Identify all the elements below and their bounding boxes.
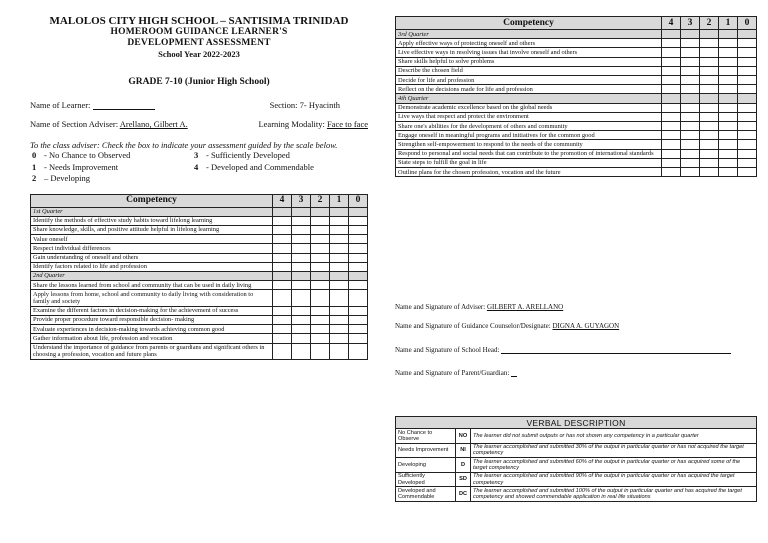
rating-checkbox-4[interactable] <box>273 306 292 315</box>
competency-text: Identify factors related to life and profession <box>31 262 273 271</box>
rating-checkbox-2[interactable] <box>700 103 719 112</box>
rating-checkbox-2[interactable] <box>700 158 719 167</box>
scale-num: 3 <box>194 150 199 160</box>
verbal-term: Sufficiently Developed <box>396 472 456 487</box>
verbal-row <box>396 487 757 502</box>
rating-checkbox-3[interactable] <box>292 315 311 324</box>
competency-rows-left <box>31 207 368 359</box>
modality-value: Face to face <box>326 119 368 129</box>
rating-checkbox-1[interactable] <box>719 112 738 121</box>
rating-checkbox-4[interactable] <box>662 158 681 167</box>
table-row <box>396 131 757 140</box>
rating-checkbox-0[interactable] <box>349 216 368 225</box>
rating-header-1: 1 <box>330 194 349 207</box>
rating-checkbox-0[interactable] <box>738 131 757 140</box>
rating-checkbox-4[interactable] <box>273 216 292 225</box>
rating-checkbox-1[interactable] <box>719 131 738 140</box>
rating-checkbox-4[interactable] <box>273 244 292 253</box>
rating-checkbox-0[interactable] <box>738 158 757 167</box>
scale-num: 4 <box>194 161 199 172</box>
sig-parent-line[interactable] <box>511 369 517 377</box>
competency-text: Understand the importance of guidance from parents or guardians and significant others in choosing a profession, vocation and future plans <box>31 343 273 359</box>
rating-checkbox-0[interactable] <box>738 57 757 66</box>
learner-row <box>30 100 368 110</box>
rating-checkbox-4[interactable] <box>273 262 292 271</box>
rating-checkbox-0[interactable] <box>349 334 368 343</box>
rating-checkbox-1[interactable] <box>330 281 349 290</box>
rating-checkbox-4[interactable] <box>662 168 681 177</box>
scale-num: 2 <box>32 173 37 183</box>
rating-checkbox-4[interactable] <box>273 253 292 262</box>
rating-checkbox-0[interactable] <box>738 76 757 85</box>
rating-checkbox-4[interactable] <box>273 235 292 244</box>
rating-header-1: 1 <box>719 17 738 30</box>
rating-checkbox-4[interactable] <box>662 76 681 85</box>
rating-checkbox-4[interactable] <box>662 122 681 131</box>
rating-header-4: 4 <box>273 194 292 207</box>
form-header <box>30 16 368 60</box>
rating-checkbox-0[interactable] <box>349 281 368 290</box>
learner-field[interactable] <box>30 100 155 110</box>
rating-checkbox-2[interactable] <box>700 140 719 149</box>
quarter-row <box>396 30 757 39</box>
rating-checkbox-3[interactable] <box>681 66 700 75</box>
rating-checkbox-0[interactable] <box>738 122 757 131</box>
table-row <box>31 244 368 253</box>
learner-label: Name of Learner: <box>30 100 91 110</box>
rating-checkbox-4[interactable] <box>662 103 681 112</box>
rating-checkbox-1[interactable] <box>719 57 738 66</box>
table-row <box>396 168 757 177</box>
rating-checkbox-3[interactable] <box>681 140 700 149</box>
table-row <box>396 66 757 75</box>
table-row <box>31 306 368 315</box>
rating-checkbox-4[interactable] <box>273 343 292 359</box>
sig-counselor-name: DIGNA A. GUYAGON <box>552 322 620 330</box>
rating-checkbox-0[interactable] <box>349 315 368 324</box>
rating-checkbox-2[interactable] <box>700 131 719 140</box>
table-row <box>31 262 368 271</box>
rating-checkbox-3[interactable] <box>681 76 700 85</box>
rating-checkbox-3[interactable] <box>292 253 311 262</box>
rating-checkbox-4[interactable] <box>273 315 292 324</box>
verbal-code: DC <box>456 487 471 502</box>
rating-checkbox-1[interactable] <box>330 306 349 315</box>
rating-checkbox-2[interactable] <box>700 168 719 177</box>
learner-blank[interactable] <box>93 101 155 110</box>
section-info: Section: 7- Hyacinth <box>269 100 340 110</box>
rating-checkbox-0[interactable] <box>738 103 757 112</box>
table-row <box>396 85 757 94</box>
verbal-term: Developing <box>396 458 456 473</box>
competency-rows-right <box>396 30 757 177</box>
rating-checkbox-2[interactable] <box>311 334 330 343</box>
scale-text: - Developed and Commendable <box>206 161 314 172</box>
rating-checkbox-4[interactable] <box>273 334 292 343</box>
rating-checkbox-2[interactable] <box>700 39 719 48</box>
rating-checkbox-0[interactable] <box>738 48 757 57</box>
counselor-signature <box>395 322 619 330</box>
rating-checkbox-3[interactable] <box>681 158 700 167</box>
table-header-row <box>31 194 368 207</box>
rating-checkbox-2[interactable] <box>700 76 719 85</box>
quarter-label: 4th Quarter <box>396 94 662 103</box>
competency-text: State steps to fulfill the goal in life <box>396 158 662 167</box>
competency-text: Engage oneself in meaningful programs and initiatives for the common good <box>396 131 662 140</box>
rating-checkbox-0[interactable] <box>738 66 757 75</box>
competency-text: Outline plans for the chosen profession, vocation and the future <box>396 168 662 177</box>
adviser-label: Name of Section Adviser: <box>30 119 119 129</box>
rating-checkbox-3[interactable] <box>292 306 311 315</box>
competency-text: Provide proper procedure toward responsible decision- making <box>31 315 273 324</box>
rating-checkbox-4[interactable] <box>662 39 681 48</box>
rating-checkbox-0[interactable] <box>349 290 368 306</box>
rating-checkbox-1[interactable] <box>719 66 738 75</box>
rating-checkbox-1[interactable] <box>719 103 738 112</box>
table-row <box>31 225 368 234</box>
verbal-row <box>396 429 757 444</box>
rating-checkbox-2[interactable] <box>311 253 330 262</box>
rating-checkbox-1[interactable] <box>719 39 738 48</box>
scale-text: - Sufficiently Developed <box>206 150 290 160</box>
quarter-row <box>31 271 368 280</box>
rating-checkbox-1[interactable] <box>719 48 738 57</box>
grade-level: GRADE 7-10 (Junior High School) <box>128 77 270 87</box>
verbal-code: D <box>456 458 471 473</box>
table-header-row <box>396 17 757 30</box>
rating-checkbox-3[interactable] <box>681 122 700 131</box>
rating-checkbox-3[interactable] <box>292 281 311 290</box>
rating-checkbox-1[interactable] <box>719 122 738 131</box>
verbal-desc: The learner accomplished and submitted 60% of the output in particular quarter or has acquired some of the target competency <box>471 458 757 473</box>
verbal-description-table <box>395 416 757 502</box>
rating-checkbox-2[interactable] <box>700 112 719 121</box>
sig-head-label: Name and Signature of School Head: <box>395 346 500 354</box>
scale-text: - Needs Improvement <box>44 161 119 172</box>
rating-header-0: 0 <box>349 194 368 207</box>
rating-checkbox-4[interactable] <box>273 290 292 306</box>
rating-checkbox-1[interactable] <box>330 253 349 262</box>
competency-text: Apply effective ways of protecting oneself and others <box>396 39 662 48</box>
rating-checkbox-1[interactable] <box>719 76 738 85</box>
rating-checkbox-3[interactable] <box>681 131 700 140</box>
verbal-description-title: VERBAL DESCRIPTION <box>396 417 757 429</box>
rating-checkbox-0[interactable] <box>738 85 757 94</box>
rating-checkbox-1[interactable] <box>330 343 349 359</box>
rating-checkbox-1[interactable] <box>719 158 738 167</box>
competency-text: Share one's abilities for the development of others and community <box>396 122 662 131</box>
rating-checkbox-4[interactable] <box>662 112 681 121</box>
rating-checkbox-0[interactable] <box>738 39 757 48</box>
rating-checkbox-3[interactable] <box>292 325 311 334</box>
rating-checkbox-2[interactable] <box>311 343 330 359</box>
competency-text: Examine the different factors in decision-making for the achievement of success <box>31 306 273 315</box>
verbal-description <box>395 416 757 502</box>
competency-text: Reflect on the decisions made for life and profession <box>396 85 662 94</box>
rating-checkbox-4[interactable] <box>662 85 681 94</box>
quarter-label: 2nd Quarter <box>31 271 273 280</box>
rating-checkbox-0[interactable] <box>738 140 757 149</box>
rating-checkbox-3[interactable] <box>681 48 700 57</box>
competency-table-left <box>30 194 368 360</box>
rating-checkbox-4[interactable] <box>273 325 292 334</box>
competency-text: Respect individual differences <box>31 244 273 253</box>
scale-num: 1 <box>32 161 37 172</box>
verbal-code: SD <box>456 472 471 487</box>
rating-checkbox-2[interactable] <box>311 225 330 234</box>
rating-checkbox-0[interactable] <box>349 244 368 253</box>
parent-signature <box>395 369 517 377</box>
competency-text: Identify the methods of effective study habits toward lifelong learning <box>31 216 273 225</box>
scale-num: 0 <box>32 150 37 160</box>
rating-checkbox-1[interactable] <box>330 225 349 234</box>
rating-checkbox-2[interactable] <box>311 281 330 290</box>
scale-text: – Developing <box>44 173 91 183</box>
verbal-desc: The learner accomplished and submitted 90% of the output in particular quarter or has acquired the target competency <box>471 472 757 487</box>
rating-header-4: 4 <box>662 17 681 30</box>
modality-label: Learning Modality: <box>258 119 325 129</box>
rating-checkbox-2[interactable] <box>700 48 719 57</box>
rating-checkbox-0[interactable] <box>349 235 368 244</box>
table-row <box>396 140 757 149</box>
rating-checkbox-1[interactable] <box>330 315 349 324</box>
rating-checkbox-3[interactable] <box>681 85 700 94</box>
form-title: HOMEROOM GUIDANCE LEARNER'S <box>110 27 288 37</box>
quarter-row <box>396 94 757 103</box>
table-row <box>396 39 757 48</box>
rating-checkbox-1[interactable] <box>330 325 349 334</box>
table-row <box>396 76 757 85</box>
table-row <box>31 325 368 334</box>
left-page <box>30 16 368 360</box>
right-page <box>395 16 757 501</box>
rating-checkbox-0[interactable] <box>738 112 757 121</box>
rating-checkbox-3[interactable] <box>681 103 700 112</box>
competency-text: Share the lessons learned from school and community that can be used in daily living <box>31 281 273 290</box>
table-row <box>396 57 757 66</box>
rating-checkbox-1[interactable] <box>330 290 349 306</box>
table-row <box>396 158 757 167</box>
instructions: To the class adviser: Check the box to indicate your assessment guided by the scale below. <box>30 140 338 150</box>
rating-checkbox-2[interactable] <box>311 216 330 225</box>
rating-checkbox-1[interactable] <box>330 244 349 253</box>
rating-checkbox-2[interactable] <box>311 315 330 324</box>
rating-checkbox-4[interactable] <box>273 281 292 290</box>
table-row <box>31 315 368 324</box>
rating-checkbox-0[interactable] <box>738 149 757 158</box>
competency-text: Evaluate experiences in decision-making towards achieving common good <box>31 325 273 334</box>
rating-checkbox-2[interactable] <box>700 149 719 158</box>
school-year: School Year 2022-2023 <box>158 49 240 59</box>
competency-text: Gain understanding of oneself and others <box>31 253 273 262</box>
rating-checkbox-0[interactable] <box>349 306 368 315</box>
verbal-desc: The learner accomplished and submitted 100% of the output in particular quarter and has acquired the target competency and showed commendable application in real life situations <box>471 487 757 502</box>
rating-checkbox-2[interactable] <box>311 325 330 334</box>
table-row <box>31 334 368 343</box>
competency-text: Share knowledge, skills, and positive attitude helpful in lifelong learning <box>31 225 273 234</box>
rating-checkbox-1[interactable] <box>719 85 738 94</box>
rating-checkbox-2[interactable] <box>700 57 719 66</box>
verbal-code: NI <box>456 443 471 458</box>
competency-table-right <box>395 16 757 177</box>
competency-text: Describe the chosen field <box>396 66 662 75</box>
head-signature <box>395 346 731 354</box>
rating-checkbox-0[interactable] <box>738 168 757 177</box>
table-row <box>396 103 757 112</box>
verbal-desc: The learner accomplished and submitted 30% of the output in particular quarter or has not acquired the target competency <box>471 443 757 458</box>
rating-checkbox-3[interactable] <box>292 235 311 244</box>
rating-checkbox-2[interactable] <box>700 85 719 94</box>
competency-header: Competency <box>31 194 273 207</box>
rating-checkbox-4[interactable] <box>662 149 681 158</box>
table-row <box>31 290 368 306</box>
verbal-row <box>396 472 757 487</box>
rating-checkbox-2[interactable] <box>700 66 719 75</box>
rating-checkbox-1[interactable] <box>330 216 349 225</box>
competency-text: Apply lessons from home, school and community to daily living with consideration to family and society <box>31 290 273 306</box>
rating-checkbox-4[interactable] <box>662 140 681 149</box>
rating-checkbox-3[interactable] <box>292 290 311 306</box>
competency-text: Live ways that respect and protect the environment <box>396 112 662 121</box>
table-row <box>396 48 757 57</box>
rating-checkbox-3[interactable] <box>292 343 311 359</box>
table-row <box>31 253 368 262</box>
table-row <box>31 343 368 359</box>
rating-header-2: 2 <box>700 17 719 30</box>
rating-checkbox-3[interactable] <box>292 216 311 225</box>
quarter-row <box>31 207 368 216</box>
rating-checkbox-4[interactable] <box>662 66 681 75</box>
adviser-row <box>30 119 368 129</box>
rating-checkbox-3[interactable] <box>681 149 700 158</box>
table-row <box>31 281 368 290</box>
school-name: MALOLOS CITY HIGH SCHOOL – SANTISIMA TRINIDAD <box>49 15 349 27</box>
competency-header: Competency <box>396 17 662 30</box>
table-row <box>396 149 757 158</box>
rating-checkbox-3[interactable] <box>681 57 700 66</box>
sig-parent-label: Name and Signature of Parent/Guardian: <box>395 369 510 377</box>
competency-text: Strengthen self-empowerment to respond to the needs of the community <box>396 140 662 149</box>
rating-checkbox-0[interactable] <box>349 325 368 334</box>
verbal-term: Needs Improvement <box>396 443 456 458</box>
verbal-desc: The learner did not submit outputs or has not shown any competency in a particular quarter <box>471 429 757 444</box>
rating-checkbox-3[interactable] <box>292 262 311 271</box>
sig-adviser-name: GILBERT A. ARELLANO <box>486 303 564 311</box>
rating-checkbox-0[interactable] <box>349 343 368 359</box>
sig-adviser-label: Name and Signature of Adviser: <box>395 303 486 311</box>
rating-checkbox-2[interactable] <box>700 122 719 131</box>
rating-checkbox-1[interactable] <box>719 149 738 158</box>
rating-checkbox-1[interactable] <box>719 140 738 149</box>
verbal-code: NO <box>456 429 471 444</box>
rating-header-2: 2 <box>311 194 330 207</box>
rating-checkbox-3[interactable] <box>681 39 700 48</box>
rating-checkbox-3[interactable] <box>292 225 311 234</box>
adviser-name: Arellano, Gilbert A. <box>119 119 188 129</box>
quarter-label: 1st Quarter <box>31 207 273 216</box>
table-row <box>396 122 757 131</box>
rating-checkbox-2[interactable] <box>311 244 330 253</box>
sig-counselor-label: Name and Signature of Guidance Counselor/Designate: <box>395 322 551 330</box>
rating-checkbox-1[interactable] <box>330 334 349 343</box>
adviser-signature <box>395 303 563 311</box>
rating-checkbox-4[interactable] <box>662 48 681 57</box>
rating-header-3: 3 <box>681 17 700 30</box>
verbal-term: No Chance to Observe <box>396 429 456 444</box>
rating-checkbox-0[interactable] <box>349 262 368 271</box>
competency-text: Gather information about life, profession and vocation <box>31 334 273 343</box>
form-subtitle: DEVELOPMENT ASSESSMENT <box>127 38 271 48</box>
table-row <box>31 216 368 225</box>
rating-scale <box>32 150 368 185</box>
table-row <box>31 235 368 244</box>
competency-text: Decide for life and profession <box>396 76 662 85</box>
rating-header-0: 0 <box>738 17 757 30</box>
rating-checkbox-2[interactable] <box>311 235 330 244</box>
rating-header-3: 3 <box>292 194 311 207</box>
sig-head-line[interactable] <box>501 346 731 354</box>
verbal-row <box>396 458 757 473</box>
rating-checkbox-0[interactable] <box>349 225 368 234</box>
rating-checkbox-0[interactable] <box>349 253 368 262</box>
competency-text: Demonstrate academic excellence based on the global needs <box>396 103 662 112</box>
quarter-label: 3rd Quarter <box>396 30 662 39</box>
rating-checkbox-2[interactable] <box>311 290 330 306</box>
rating-checkbox-3[interactable] <box>681 168 700 177</box>
competency-text: Respond to personal and social needs that can contribute to the promotion of international standards <box>396 149 662 158</box>
scale-text: - No Chance to Observed <box>44 150 131 160</box>
table-row <box>396 112 757 121</box>
rating-checkbox-2[interactable] <box>311 262 330 271</box>
rating-checkbox-4[interactable] <box>662 57 681 66</box>
rating-checkbox-1[interactable] <box>330 262 349 271</box>
rating-checkbox-4[interactable] <box>662 131 681 140</box>
rating-checkbox-1[interactable] <box>330 235 349 244</box>
rating-checkbox-2[interactable] <box>311 306 330 315</box>
rating-checkbox-3[interactable] <box>292 334 311 343</box>
verbal-term: Developed and Commendable <box>396 487 456 502</box>
competency-text: Value oneself <box>31 235 273 244</box>
competency-text: Live effective ways in resolving issues that involve oneself and others <box>396 48 662 57</box>
rating-checkbox-3[interactable] <box>292 244 311 253</box>
verbal-row <box>396 443 757 458</box>
rating-checkbox-4[interactable] <box>273 225 292 234</box>
rating-checkbox-1[interactable] <box>719 168 738 177</box>
rating-checkbox-3[interactable] <box>681 112 700 121</box>
competency-text: Share skills helpful to solve problems <box>396 57 662 66</box>
verbal-description-rows <box>396 429 757 502</box>
